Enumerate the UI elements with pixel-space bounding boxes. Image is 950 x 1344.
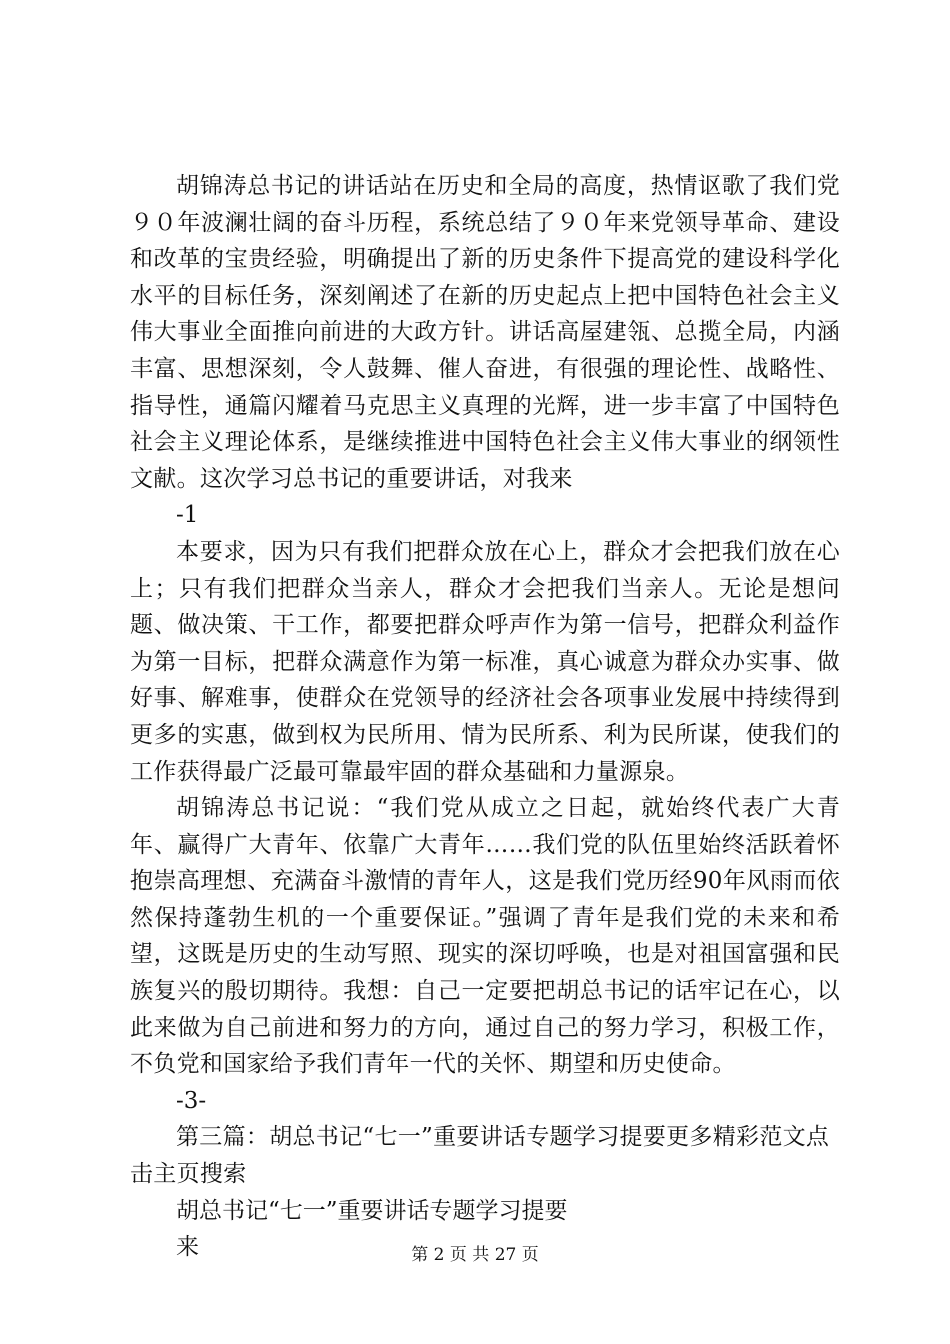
section-subtitle: 胡总书记“七一”重要讲话专题学习提要 [176,1197,568,1224]
page-marker: -1 [176,502,199,529]
paragraph-masses: 本要求，因为只有我们把群众放在心上，群众才会把我们放在心上；只有我们把群众当亲人，群众才会把我们当亲人。无论是想问题、做决策、干工作，都要把群众呼声作为第一信号，把群众利益作为第一目标，把群众满意作为第一标准，真心诚意为群众办实事、做好事、解难事，使群众在党领导的经济社会各项事业发展中持续得到更多的实惠，做到权为民所用、情为民所系、利为民所谋，使我们的工作获得最广泛最可靠最牢固的群众基础和力量源泉。 [130,538,840,785]
section-heading: 第三篇：胡总书记“七一”重要讲话专题学习提要更多精彩范文点击主页搜索 [130,1124,830,1188]
page-footer: 第 2 页 共 27 页 [411,1245,539,1265]
paragraph-youth: 胡锦涛总书记说：“我们党从成立之日起，就始终代表广大青年、赢得广大青年、依靠广大青年……我们党的队伍里始终活跃着怀抱崇高理想、充满奋斗激情的青年人，这是我们党历经90年风雨而依然保持蓬勃生机的一个重要保证。”强调了青年是我们党的未来和希望，这既是历史的生动写照、现实的深切呼唤，也是对祖国富强和民族复兴的殷切期待。我想：自己一定要把胡总书记的话牢记在心，以此来做为自己前进和努力的方向，通过自己的努力学习，积极工作，不负党和国家给予我们青年一代的关怀、期望和历史使命。 [130,795,840,1078]
document-body [130,168,840,1266]
paragraph-speech-summary: 胡锦涛总书记的讲话站在历史和全局的高度，热情讴歌了我们党９０年波澜壮阔的奋斗历程，系统总结了９０年来党领导革命、建设和改革的宝贵经验，明确提出了新的历史条件下提高党的建设科学化水平的目标任务，深刻阐述了在新的历史起点上把中国特色社会主义伟大事业全面推向前进的大政方针。讲话高屋建瓴、总揽全局，内涵丰富、思想深刻，令人鼓舞、催人奋进，有很强的理论性、战略性、指导性，通篇闪耀着马克思主义真理的光辉，进一步丰富了中国特色社会主义理论体系，是继续推进中国特色社会主义伟大事业的纲领性文献。这次学习总书记的重要讲话，对我来 [130,173,840,492]
section-text: 来 [176,1234,199,1261]
page-marker: -3- [176,1087,207,1114]
